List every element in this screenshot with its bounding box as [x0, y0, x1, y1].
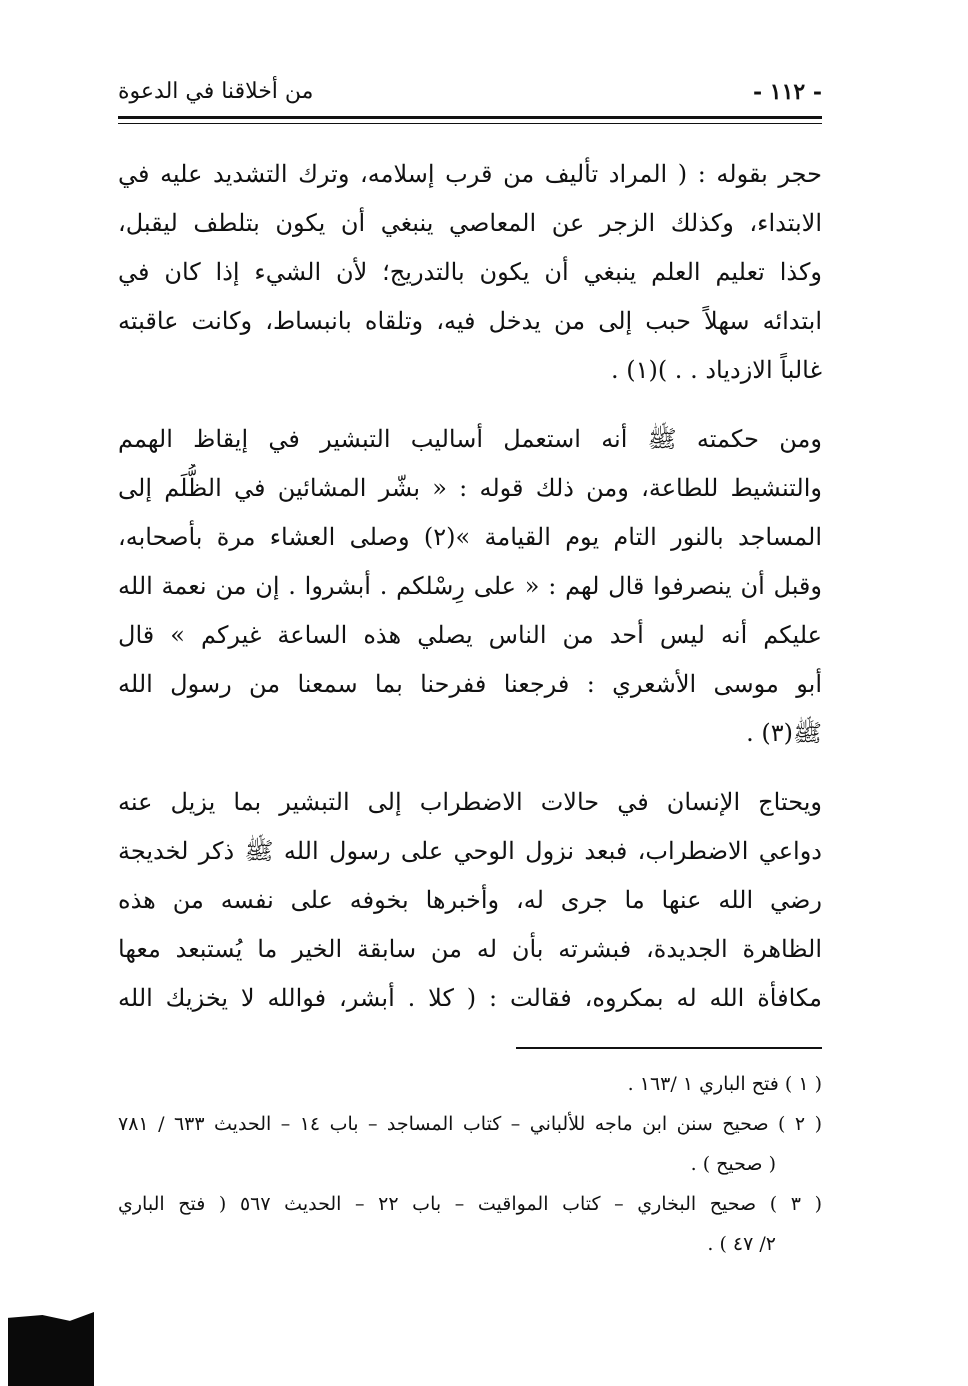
text-line: الابتداء، وكذلك الزجر عن المعاصي ينبغي أن يكون بتلطف ليقبل، [118, 209, 822, 237]
paragraph-2 [118, 415, 822, 758]
text-line: حجر بقوله : ( المراد تأليف من قرب إسلامه، وترك التشديد عليه في [118, 160, 822, 188]
footnote-line: ٢/ ٤٧ ) . [707, 1233, 776, 1255]
text-line: أبو موسى الأشعري : فرجعنا ففرحنا بما سمعنا من رسول الله [118, 670, 822, 698]
text-line: دواعي الاضطراب، فبعد نزول الوحي على رسول الله ﷺ ذكر لخديجة [118, 837, 822, 865]
page-number: - ١١٢ - [752, 79, 822, 105]
text-line: وقبل أن ينصرفوا قال لهم : « على رِسْلكم . أبشروا . إن من نعمة الله [118, 572, 822, 600]
text-line: والتنشيط للطاعة، ومن ذلك قوله : « بشّر المشائين في الظُّلَم إلى [118, 474, 822, 502]
paragraph-3 [118, 778, 822, 1023]
text-line: غالباً الازدياد . . )(١) . [610, 356, 822, 384]
text-line: ومن حكمته ﷺ أنه استعمل أساليب التبشير في إيقاظ الهمم [118, 425, 822, 453]
footnote-line: ( ١ ) فتح الباري ١ /١٦٣ . [627, 1073, 822, 1095]
footnote-line: ( صحيح ) . [690, 1153, 776, 1175]
footnote-2 [118, 1104, 822, 1184]
footnote-1 [118, 1064, 822, 1104]
scan-blot [8, 1312, 94, 1386]
footnotes [118, 1064, 822, 1264]
paragraph-gap [118, 758, 822, 778]
text-line: ﷺ(٣) . [746, 719, 822, 747]
footnote-separator [516, 1047, 822, 1049]
text-line: ابتدائه سهلاً حبب إلى من يدخل فيه، وتلقاه بانبساط، وكانت عاقبته [118, 307, 822, 335]
main-text [118, 150, 822, 1023]
text-line: رضي الله عنها ما جرى له، وأخبرها بخوفه على نفسه من هذه [118, 886, 822, 914]
footnote-3 [118, 1184, 822, 1264]
paragraph-gap [118, 395, 822, 415]
page-header [118, 78, 822, 106]
text-line: مكافأة الله له بمكروه، فقالت : ( كلا . أبشر، فوالله لا يخزيك الله [118, 984, 822, 1012]
text-line: وكذا تعليم العلم ينبغي أن يكون بالتدريج؛ لأن الشيء إذا كان في [118, 258, 822, 286]
paragraph-1 [118, 150, 822, 395]
text-line: الظاهرة الجديدة، فبشرته بأن له من سابقة الخير ما يُستبعد معها [118, 935, 822, 963]
header-rule-thick [118, 116, 822, 119]
text-line: المساجد بالنور التام يوم القيامة »(٢) وصلى العشاء مرة بأصحابه، [118, 523, 822, 551]
text-line: ويحتاج الإنسان في حالات الاضطراب إلى التبشير بما يزيل عنه [118, 788, 822, 816]
text-line: عليكم أنه ليس أحد من الناس يصلي هذه الساعة غيركم » قال [118, 621, 822, 649]
footnote-line: ( ٣ ) صحيح البخاري – كتاب المواقيت – باب ٢٢ – الحديث ٥٦٧ ( فتح الباري [118, 1193, 822, 1215]
footnote-line: ( ٢ ) صحيح سنن ابن ماجه للألباني – كتاب المساجد – باب ١٤ – الحديث ٦٣٣ / ٧٨١ [118, 1113, 822, 1135]
running-title: من أخلاقنا في الدعوة [118, 79, 314, 104]
header-rule-thin [118, 123, 822, 124]
